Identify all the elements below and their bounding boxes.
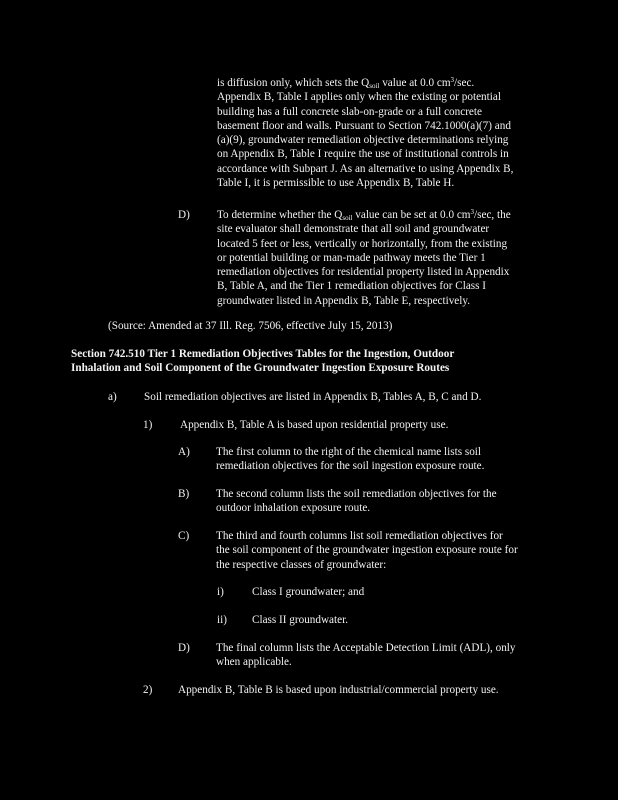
- item-marker-B: B): [178, 488, 190, 500]
- item-B-line: The second column lists the soil remediation objectives for the: [216, 488, 497, 500]
- item-A-line: remediation objectives for the soil ingestion exposure route.: [216, 460, 485, 473]
- item-C-line: the soil component of the groundwater ingestion exposure route for: [216, 544, 518, 557]
- item-D-line: or potential building or man-made pathway meets the Tier 1: [217, 251, 486, 264]
- continuation-line: basement floor and walls. Pursuant to Section 742.1000(a)(7) and: [217, 119, 511, 132]
- section-heading-line: Section 742.510 Tier 1 Remediation Objectives Tables for the Ingestion, Outdoor: [71, 348, 455, 360]
- item-2-text: Appendix B, Table B is based upon industrial/commercial property use.: [178, 684, 499, 696]
- item-B-line: outdoor inhalation exposure route.: [216, 502, 371, 515]
- item-marker-C: C): [178, 530, 190, 542]
- item-ii-text: Class II groundwater.: [252, 614, 349, 626]
- item-D-line: B, Table A, and the Tier 1 remediation objectives for Class I: [217, 280, 487, 293]
- item-marker-A: A): [178, 446, 190, 458]
- continuation-line: is diffusion only, which sets the $Q_{soil}$ value at 0.0 $cm^3/\sec$.: [217, 76, 475, 90]
- item-D-bottom-paragraph: [216, 641, 601, 670]
- item-D-bottom-line: when applicable.: [216, 656, 292, 669]
- item-C-line: The third and fourth columns list soil remediation objectives for: [216, 530, 503, 542]
- item-D-bottom-line: The final column lists the Acceptable Detection Limit (ADL), only: [216, 642, 516, 654]
- item-marker-i: i): [217, 586, 224, 598]
- item-C-paragraph: [216, 529, 601, 572]
- item-marker-2: 2): [143, 684, 153, 696]
- section-heading: [71, 347, 601, 376]
- continuation-paragraph: [217, 76, 597, 190]
- continuation-line: on Appendix B, Table I require the use of institutional controls in: [217, 148, 509, 161]
- item-D-top-paragraph: [217, 208, 597, 308]
- item-C-line: the respective classes of groundwater:: [216, 558, 387, 571]
- item-a-text: Soil remediation objectives are listed in Appendix B, Tables A, B, C and D.: [144, 391, 482, 403]
- item-A-paragraph: [216, 445, 596, 474]
- item-A-line: The first column to the right of the chemical name lists soil: [216, 446, 482, 458]
- continuation-line: (a)(9), groundwater remediation objective determinations relying: [217, 134, 509, 147]
- item-i-text: Class I groundwater; and: [252, 586, 365, 598]
- item-1-text: Appendix B, Table A is based upon residential property use.: [180, 419, 449, 431]
- section-heading-line: Inhalation and Soil Component of the Groundwater Ingestion Exposure Routes: [71, 362, 450, 375]
- item-marker-1: 1): [143, 419, 153, 431]
- item-B-paragraph: [216, 487, 596, 516]
- item-D-line: To determine whether the $Q_{soil}$ value can be set at 0.0 $cm^3/\sec$, the: [217, 208, 511, 222]
- item-marker-D-bottom: D): [178, 642, 190, 654]
- item-D-line: located 5 feet or less, vertically or horizontally, from the existing: [217, 237, 508, 250]
- item-D-line: site evaluator shall demonstrate that all soil and groundwater: [217, 223, 490, 236]
- source-note: (Source: Amended at 37 Ill. Reg. 7506, effective July 15, 2013): [108, 320, 393, 332]
- item-D-line: groundwater listed in Appendix B, Table E, respectively.: [217, 294, 471, 307]
- continuation-line: accordance with Subpart J. As an alternative to using Appendix B,: [217, 162, 514, 175]
- item-marker-ii: ii): [217, 614, 227, 626]
- item-marker-D: D): [178, 209, 190, 221]
- item-marker-a: a): [108, 391, 117, 403]
- continuation-line: Table I, it is permissible to use Appendix B, Table H.: [217, 177, 455, 190]
- item-D-line: remediation objectives for residential property listed in Appendix: [217, 266, 510, 279]
- continuation-line: building has a full concrete slab-on-grade or a full concrete: [217, 105, 482, 118]
- continuation-line: Appendix B, Table I applies only when the existing or potential: [217, 91, 501, 104]
